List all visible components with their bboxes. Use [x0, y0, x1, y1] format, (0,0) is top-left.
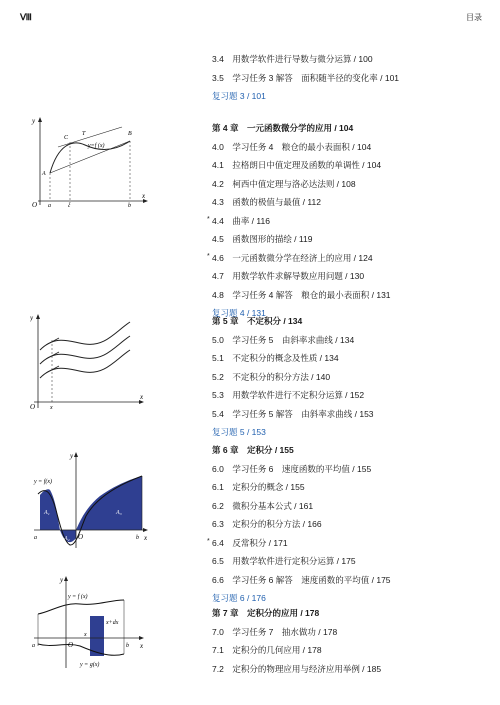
point-c-label: C: [64, 135, 69, 141]
axis-x-label: x: [144, 534, 148, 542]
bottom-curve-label: y = g(x): [80, 662, 100, 668]
toc-entry[interactable]: 6.1 定积分的概念 / 155: [212, 482, 305, 492]
tick-x-label: x: [50, 405, 53, 410]
toc-entry[interactable]: 5.1 不定积分的概念及性质 / 134: [212, 353, 339, 363]
origin-label: O: [32, 201, 38, 207]
toc-entry[interactable]: 4.3 函数的极值与最值 / 112: [212, 197, 321, 207]
curve-label: y=f (x): [88, 143, 105, 149]
axis-x-label: x: [140, 393, 144, 401]
toc-block-ch5: [212, 312, 497, 442]
tangent-t-label: T: [82, 131, 86, 137]
toc-entry[interactable]: 4.2 柯西中值定理与洛必达法则 / 108: [212, 178, 356, 189]
area-a2-label: A₂: [64, 536, 70, 542]
toc-block-ch4: [207, 119, 497, 323]
toc-entry[interactable]: 6.6 学习任务 6 解答 速度函数的平均值 / 175: [212, 574, 391, 585]
axis-x-label: x: [142, 192, 146, 200]
page-number: Ⅷ: [20, 12, 32, 22]
toc-entry[interactable]: 7.2 定积分的物理应用与经济应用举例 / 185: [212, 663, 382, 674]
tick-x-label: x: [84, 632, 87, 638]
curve-label: y = f(x): [34, 479, 53, 485]
toc-block-ch7: [212, 604, 497, 678]
toc-entry[interactable]: 5.2 不定积分的积分方法 / 140: [212, 371, 331, 382]
toc-entry[interactable]: 4.1 拉格朗日中值定理及函数的单调性 / 104: [212, 160, 382, 170]
tick-b-label: b: [128, 203, 131, 207]
tick-a-label: a: [34, 535, 37, 541]
section-title: 目录: [466, 13, 482, 22]
tick-xi-label: ξ: [68, 203, 71, 207]
toc-entry[interactable]: * 4.4 曲率 / 116: [212, 212, 497, 231]
toc-entry[interactable]: * 6.4 反常积分 / 171: [212, 534, 497, 553]
figure-antiderivative-curves: [30, 312, 150, 415]
origin-label: O: [30, 403, 36, 410]
toc-entry[interactable]: 6.5 用数学软件进行定积分运算 / 175: [212, 556, 356, 566]
figure-definite-integral-areas: [30, 450, 150, 555]
figure-mean-value-theorem: [30, 115, 150, 212]
optional-star: *: [207, 537, 210, 545]
toc-entry[interactable]: 7.1 定积分的几何应用 / 178: [212, 645, 322, 655]
toc-review[interactable]: 复习题 4 / 131: [212, 308, 266, 318]
toc-review[interactable]: 复习题 6 / 176: [212, 593, 266, 603]
toc-entry[interactable]: 6.0 学习任务 6 速度函数的平均值 / 155: [212, 463, 372, 474]
toc-entry[interactable]: 6.2 微积分基本公式 / 161: [212, 500, 314, 511]
axis-y-label: y: [32, 117, 36, 125]
toc-entry[interactable]: 5.3 用数学软件进行不定积分运算 / 152: [212, 390, 365, 400]
toc-chapter-heading[interactable]: 第 5 章 不定积分 / 134: [212, 316, 303, 326]
toc-entry[interactable]: 6.3 定积分的积分方法 / 166: [212, 519, 322, 529]
toc-entry[interactable]: 4.8 学习任务 4 解答 粮仓的最小表面积 / 131: [212, 289, 391, 300]
toc-entry[interactable]: 5.0 学习任务 5 由斜率求曲线 / 134: [212, 334, 355, 345]
toc-entry[interactable]: 7.0 学习任务 7 抽水做功 / 178: [212, 626, 338, 637]
toc-review[interactable]: 复习题 5 / 153: [212, 427, 266, 437]
origin-label: O: [68, 641, 74, 649]
axis-y-label: y: [60, 576, 64, 584]
figure-area-between-curves: [30, 574, 150, 675]
dx-label: x+dx: [106, 620, 119, 626]
optional-star: *: [207, 252, 210, 260]
toc-chapter-heading[interactable]: 第 7 章 定积分的应用 / 178: [212, 608, 320, 618]
tick-a-label: a: [48, 203, 51, 207]
area-a3-label: A₃: [116, 510, 122, 516]
toc-entry[interactable]: 4.5 函数图形的描绘 / 119: [212, 234, 313, 244]
toc-entry[interactable]: 4.7 用数学软件求解导数应用问题 / 130: [212, 271, 365, 281]
toc-chapter-heading[interactable]: 第 6 章 定积分 / 155: [212, 445, 294, 455]
tick-b-label: b: [126, 643, 129, 649]
area-a1-label: A₁: [44, 510, 50, 516]
toc-entry[interactable]: 4.0 学习任务 4 粮仓的最小表面积 / 104: [212, 141, 372, 152]
toc-entry[interactable]: 3.4 用数学软件进行导数与微分运算 / 100: [212, 54, 373, 64]
tick-b-label: b: [136, 535, 139, 541]
point-a-label: A: [42, 171, 46, 177]
tick-a-label: a: [32, 643, 35, 649]
toc-review[interactable]: 复习题 3 / 101: [212, 91, 266, 101]
toc-chapter-heading[interactable]: 第 4 章 一元函数微分学的应用 / 104: [212, 123, 354, 133]
top-curve-label: y = f (x): [68, 594, 88, 600]
optional-star: *: [207, 215, 210, 223]
toc-entry[interactable]: 3.5 学习任务 3 解答 面积随半径的变化率 / 101: [212, 72, 400, 83]
toc-block-ch3: [212, 50, 497, 106]
toc-entry[interactable]: 5.4 学习任务 5 解答 由斜率求曲线 / 153: [212, 408, 374, 419]
point-b-label: B: [128, 131, 132, 137]
origin-label: O: [78, 533, 84, 541]
axis-y-label: y: [70, 452, 74, 460]
axis-y-label: y: [30, 314, 34, 322]
toc-block-ch6: [207, 441, 497, 608]
axis-x-label: x: [140, 642, 144, 650]
toc-entry[interactable]: * 4.6 一元函数微分学在经济上的应用 / 124: [212, 249, 497, 268]
